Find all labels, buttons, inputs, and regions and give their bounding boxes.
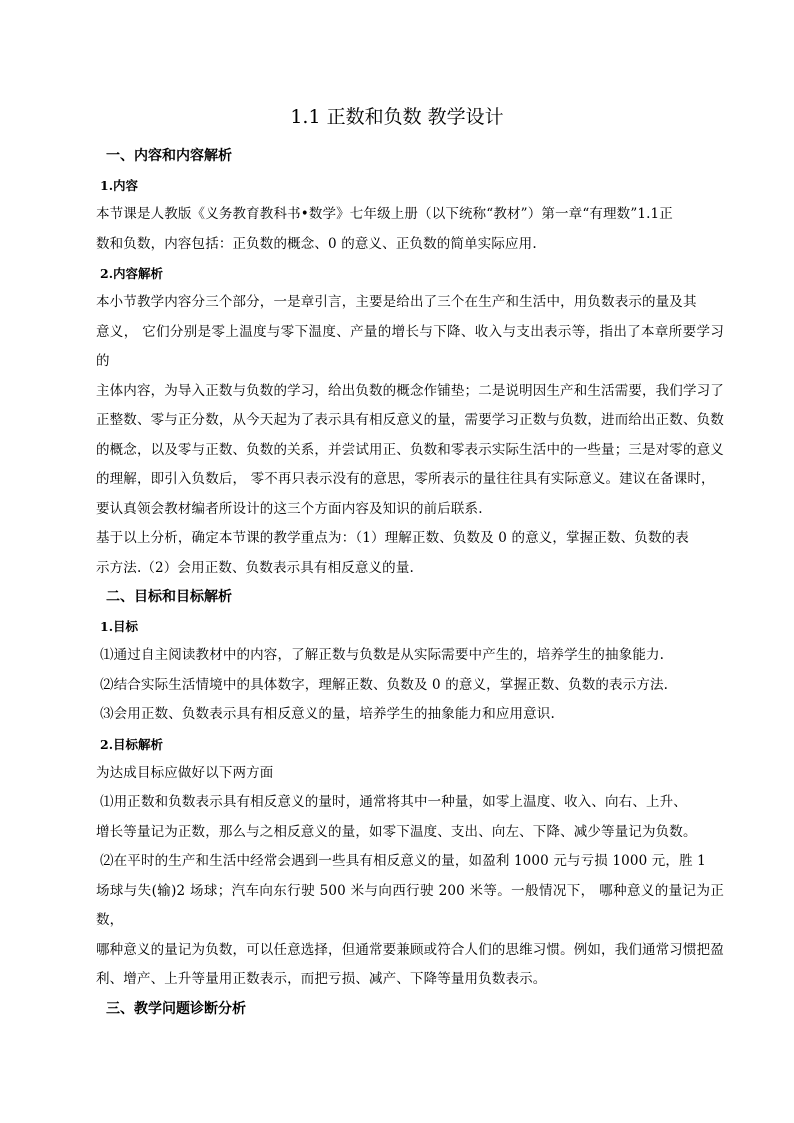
document-title: 1.1 正数和负数 教学设计 bbox=[290, 106, 504, 128]
paragraph-line: 意义， 它们分别是零上温度与零下温度、产量的增长与下降、收入与支出表示等，指出了本章所要学习的 bbox=[96, 323, 724, 369]
section-heading-diagnosis: 三、教学问题诊断分析 bbox=[106, 1000, 246, 1017]
goal-item: ⑵结合实际生活情境中的具体数字，理解正数、负数及 0 的意义，掌握正数、负数的表示方法. bbox=[100, 676, 669, 693]
goal-item: ⑶会用正数、负数表示具有相反意义的量，培养学生的抽象能力和应用意识. bbox=[100, 706, 555, 722]
paragraph-line: 数和负数，内容包括：正负数的概念、0 的意义、正负数的简单实际应用. bbox=[96, 235, 537, 252]
subheading-content-analysis: 2.内容解析 bbox=[100, 266, 164, 281]
paragraph-line: 正整数、零与正分数，从今天起为了表示具有相反意义的量，需要学习正数与负数，进而给出正数、负数 bbox=[96, 412, 724, 428]
subheading-content: 1.内容 bbox=[100, 178, 139, 193]
paragraph-line: 主体内容，为导入正数与负数的学习，给出负数的概念作铺垫；二是说明因生产和生活需要，我们学习了 bbox=[96, 382, 724, 399]
paragraph-line: 哪种意义的量记为负数，可以任意选择，但通常要兼顾或符合人们的思维习惯。例如，我们通常习惯把盈 bbox=[96, 941, 724, 958]
subheading-goal-analysis: 2.目标解析 bbox=[100, 736, 164, 752]
section-heading-content: 一、内容和内容解析 bbox=[106, 148, 232, 164]
paragraph-line: ⑴用正数和负数表示具有相反意义的量时，通常将其中一种量，如零上温度、收入、向右、上升、 bbox=[100, 794, 687, 810]
goal-item: ⑴通过自主阅读教材中的内容，了解正数与负数是从实际需要中产生的，培养学生的抽象能力. bbox=[100, 647, 665, 663]
paragraph-line: 场球与失(输)2 场球；汽车向东行驶 500 米与向西行驶 200 米等。一般情况下， 哪种意义的量记为正数， bbox=[96, 882, 724, 928]
paragraph-line: 本节课是人教版《义务教育教科书•数学》七年级上册（以下统称“教材”）第一章“有理数”1.1正 bbox=[96, 206, 673, 222]
paragraph-line: 示方法.（2）会用正数、负数表示具有相反意义的量. bbox=[96, 559, 414, 576]
paragraph-line: 要认真领会教材编者所设计的这三个方面内容及知识的前后联系. bbox=[96, 500, 483, 517]
paragraph-line: 的理解，即引入负数后， 零不再只表示没有的意思，零所表示的量往往具有实际意义。建议在备课时， bbox=[96, 471, 715, 487]
paragraph-line: 为达成目标应做好以下两方面 bbox=[96, 764, 274, 781]
section-heading-goals: 二、目标和目标解析 bbox=[106, 589, 232, 605]
paragraph-line: 的概念，以及零与正数、负数的关系，并尝试用正、负数和零表示实际生活中的一些量；三是对零的意义 bbox=[96, 441, 724, 458]
subheading-goals: 1.目标 bbox=[100, 619, 139, 634]
paragraph-line: 基于以上分析，确定本节课的教学重点为：（1）理解正数、负数及 0 的意义，掌握正数、负数的表 bbox=[96, 530, 689, 546]
paragraph-line: 增长等量记为正数，那么与之相反意义的量，如零下温度、支出、向左、下降、减少等量记为负数。 bbox=[96, 823, 697, 840]
paragraph-line: 本小节教学内容分三个部分，一是章引言，主要是给出了三个在生产和生活中，用负数表示的量及其 bbox=[96, 294, 697, 310]
document-body bbox=[96, 142, 724, 1024]
paragraph-line: 利、增产、上升等量用正数表示，而把亏损、减产、下降等量用负数表示。 bbox=[96, 971, 547, 987]
paragraph-line: ⑵在平时的生产和生活中经常会遇到一些具有相反意义的量，如盈利 1000 元与亏损 1000 元，胜 1 bbox=[100, 853, 706, 869]
